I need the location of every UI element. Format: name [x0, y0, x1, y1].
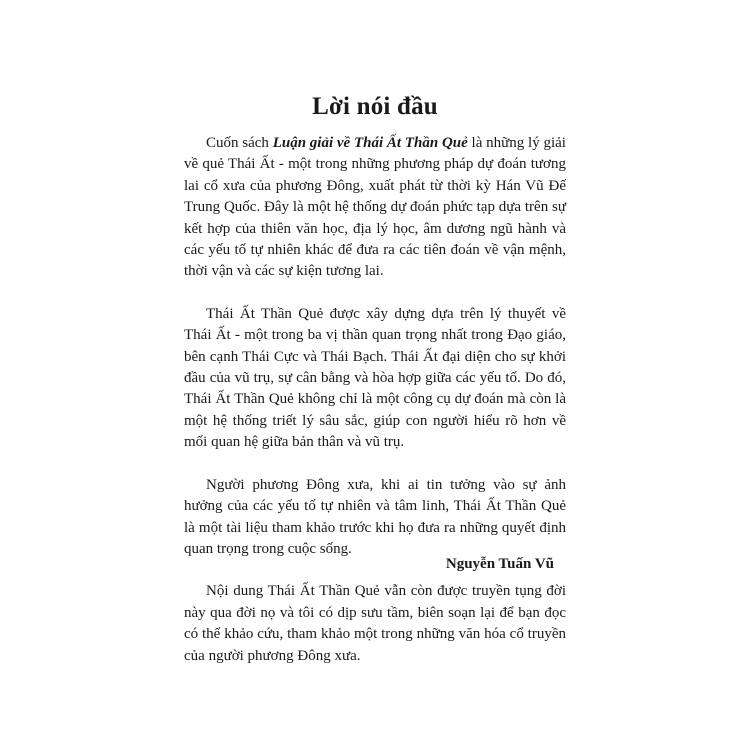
author-signature: Nguyễn Tuấn Vũ — [445, 556, 554, 572]
book-title: Luận giải về Thái Ất Thần Quẻ — [272, 135, 468, 151]
paragraph-3: Người phương Đông xưa, khi ai tin tưởng vào sự ảnh hưởng của các yếu tố tự nhiên và tâm linh, Thái Ất Thần Quẻ là một tài liệu tham khảo trước khi họ đưa ra những quyết định quan trọng trong cuộc sống. — [184, 476, 566, 557]
preface-body — [184, 133, 566, 688]
paragraph-4: Nội dung Thái Ất Thần Quẻ vẫn còn được truyền tụng đời này qua đời nọ và tôi có dịp sưu tầm, biên soạn lại để bạn đọc có thể khảo cứu, tham khảo một trong những văn hóa cổ truyền của người phương Đông xưa. — [184, 583, 566, 664]
paragraph-1-rest: là những lý giải về quẻ Thái Ất - một trong những phương pháp dự đoán tương lai cổ xưa của phương Đông, xuất phát từ thời kỳ Hán Vũ Đế Trung Quốc. Đây là một hệ thống dự đoán phức tạp dựa trên sự kết hợp của thiên văn học, địa lý học, âm dương ngũ hành và các yếu tố tự nhiên khác để đưa ra các tiên đoán về vận mệnh, thời vận và các sự kiện tương lai. — [184, 135, 566, 280]
paragraph-1 — [184, 133, 566, 283]
paragraph-1-lead: Cuốn sách — [206, 135, 273, 151]
page-title: Lời nói đầu — [312, 93, 438, 120]
paragraph-2: Thái Ất Thần Quẻ được xây dựng dựa trên lý thuyết về Thái Ất - một trong ba vị thần quan trọng nhất trong Đạo giáo, bên cạnh Thái Cực và Thái Bạch. Thái Ất đại diện cho sự khởi đầu của vũ trụ, sự cân bằng và hòa hợp giữa các yếu tố. Do đó, Thái Ất Thần Quẻ không chỉ là một công cụ dự đoán mà còn là một hệ thống triết lý sâu sắc, giúp con người hiểu rõ hơn về mối quan hệ giữa bản thân và vũ trụ. — [184, 305, 566, 451]
